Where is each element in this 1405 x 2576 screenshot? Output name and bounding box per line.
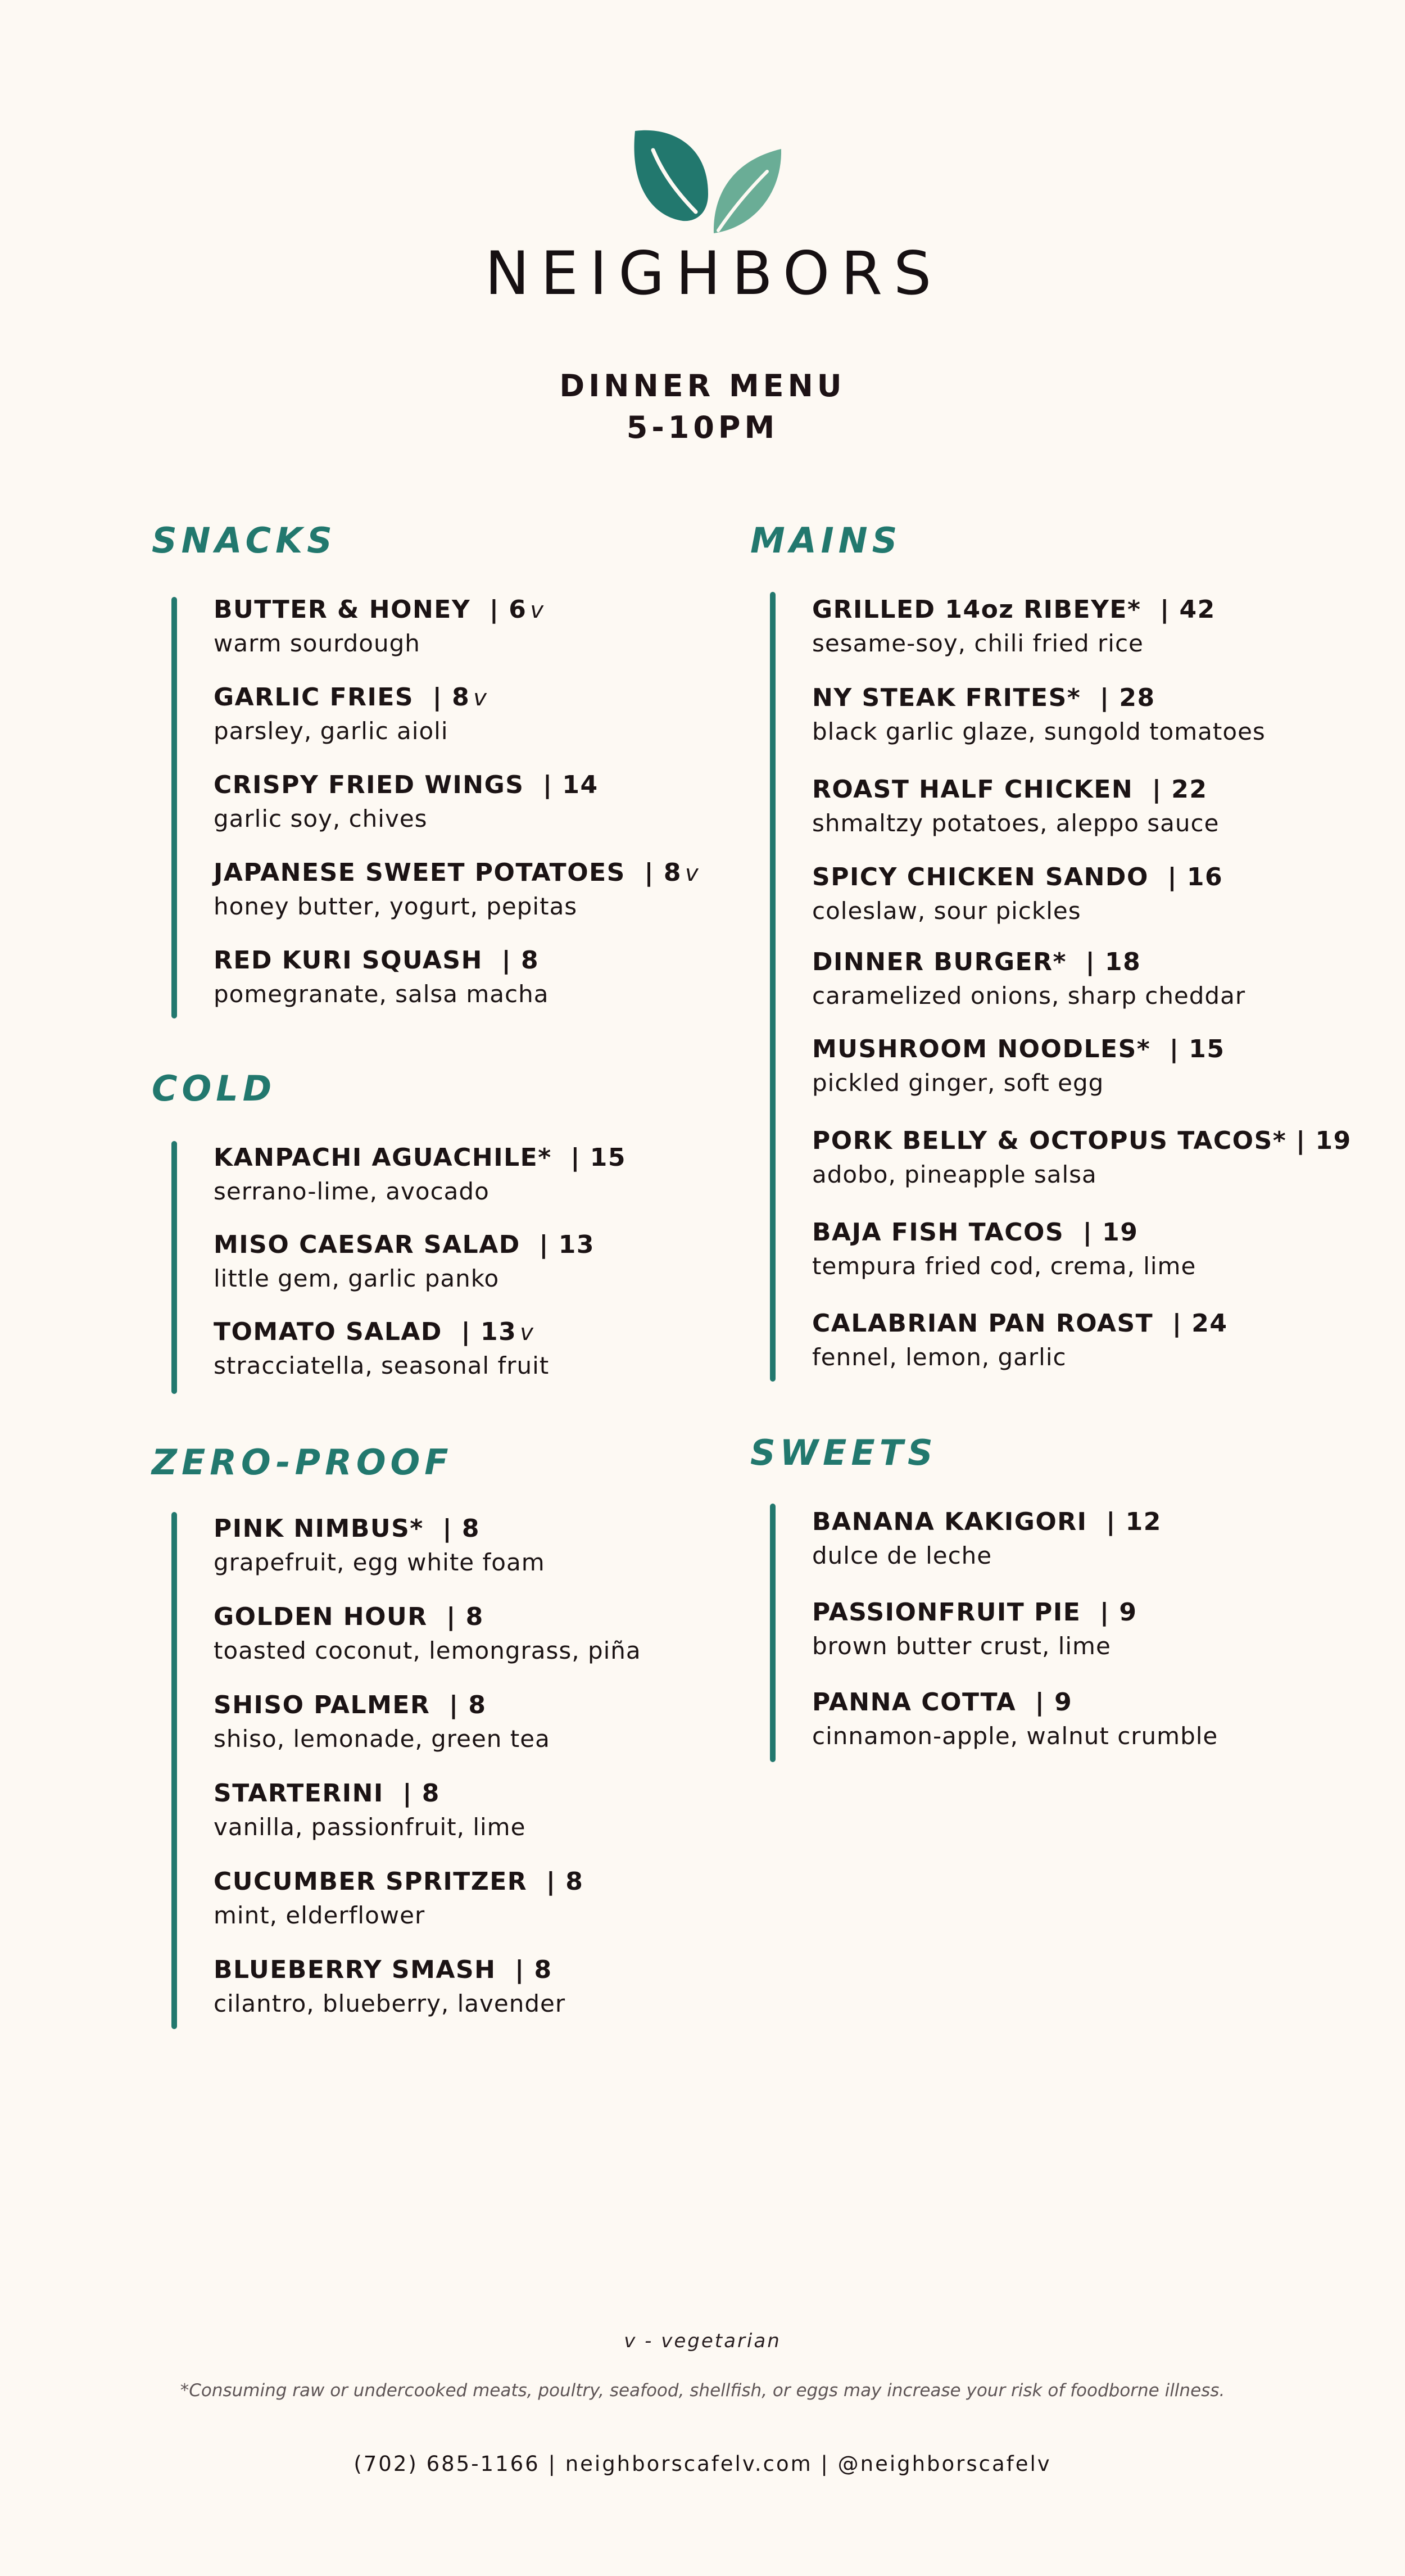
item-name: CRISPY FRIED WINGS [214, 771, 524, 799]
menu-item [214, 681, 487, 748]
section-bar [171, 597, 177, 1018]
menu-item [812, 945, 1245, 1012]
item-name: MISO CAESAR SALAD [214, 1230, 520, 1259]
item-price: | 13 [539, 1230, 595, 1259]
item-price: | 8 [448, 1691, 487, 1719]
item-description: dulce de leche [812, 1542, 992, 1569]
menu-item [812, 593, 1219, 660]
item-price: | 8 [432, 683, 470, 712]
section-title: ZERO-PROOF [152, 1442, 453, 1483]
veg-marker: v [473, 685, 488, 711]
menu-item [812, 1033, 1229, 1099]
item-description: warm sourdough [214, 630, 420, 657]
vegetarian-legend: v - vegetarian [624, 2330, 781, 2352]
menu-item [214, 944, 549, 1011]
menu-item [214, 1228, 598, 1295]
item-price: | 19 [1082, 1218, 1139, 1247]
item-name: PASSIONFRUIT PIE [812, 1598, 1081, 1627]
item-name: CALABRIAN PAN ROAST [812, 1309, 1154, 1338]
item-price: | 42 [1160, 595, 1216, 624]
item-name: BANANA KAKIGORI [812, 1507, 1087, 1536]
item-name: SHISO PALMER [214, 1691, 430, 1719]
menu-heading [0, 365, 1405, 449]
item-price: | 15 [1169, 1035, 1225, 1063]
item-price: | 8 [402, 1779, 440, 1808]
item-name: BLUEBERRY SMASH [214, 1955, 496, 1984]
item-price: | 12 [1106, 1507, 1162, 1536]
item-name: BAJA FISH TACOS [812, 1218, 1064, 1247]
item-description: fennel, lemon, garlic [812, 1343, 1067, 1371]
item-description: brown butter crust, lime [812, 1632, 1111, 1660]
item-price: | 8 [501, 946, 540, 975]
item-name: CUCUMBER SPRITZER [214, 1867, 528, 1896]
item-description: adobo, pineapple salsa [812, 1161, 1097, 1188]
item-description: black garlic glaze, sungold tomatoes [812, 718, 1266, 745]
item-name: GARLIC FRIES [214, 683, 414, 712]
item-description: tempura fried cod, crema, lime [812, 1252, 1196, 1280]
item-description: caramelized onions, sharp cheddar [812, 982, 1246, 1009]
item-name: GRILLED 14oz RIBEYE* [812, 595, 1141, 624]
item-description: cilantro, blueberry, lavender [214, 1990, 566, 2017]
item-price: | 9 [1099, 1598, 1137, 1627]
item-description: coleslaw, sour pickles [812, 897, 1081, 925]
menu-item [214, 1512, 545, 1579]
item-price: | 18 [1085, 948, 1141, 976]
veg-marker: v [530, 597, 545, 623]
item-name: PANNA COTTA [812, 1688, 1017, 1717]
menu-item [812, 1307, 1231, 1374]
item-price: | 8 [515, 1955, 552, 1984]
menu-item [812, 681, 1266, 748]
menu-item [214, 1141, 629, 1208]
menu-hours: 5-10PM [626, 410, 779, 445]
section-title: MAINS [750, 520, 902, 561]
brand-name: NEIGHBORS [484, 239, 943, 308]
menu-item [812, 773, 1219, 840]
item-price: | 24 [1172, 1309, 1228, 1338]
item-name: KANPACHI AGUACHILE* [214, 1143, 552, 1172]
item-description: shiso, lemonade, green tea [214, 1725, 550, 1753]
item-description: mint, elderflower [214, 1902, 425, 1929]
item-price: | 9 [1035, 1688, 1073, 1717]
veg-marker: v [520, 1320, 534, 1346]
item-description: little gem, garlic panko [214, 1265, 500, 1292]
item-name: NY STEAK FRITES* [812, 683, 1081, 712]
menu-item [214, 1777, 525, 1844]
menu-title: DINNER MENU [559, 368, 846, 404]
item-name: BUTTER & HONEY [214, 595, 471, 624]
item-price: | 22 [1152, 775, 1208, 804]
menu-item [812, 1124, 1355, 1191]
veg-marker: v [685, 861, 700, 886]
menu-item [812, 1505, 1165, 1572]
item-price: | 8 [442, 1514, 480, 1543]
menu-item [812, 1216, 1196, 1283]
menu-item [812, 1686, 1218, 1753]
menu-item [214, 1315, 549, 1382]
item-price: | 28 [1099, 683, 1155, 712]
item-description: vanilla, passionfruit, lime [214, 1813, 526, 1841]
item-name: STARTERINI [214, 1779, 384, 1808]
item-description: sesame-soy, chili fried rice [812, 630, 1144, 657]
item-description: stracciatella, seasonal fruit [214, 1352, 550, 1379]
item-name: MUSHROOM NOODLES* [812, 1035, 1151, 1063]
item-price: | 6 [489, 595, 527, 624]
item-description: pomegranate, salsa macha [214, 980, 549, 1008]
menu-item [214, 1865, 587, 1932]
item-name: DINNER BURGER* [812, 948, 1067, 976]
item-description: serrano-lime, avocado [214, 1178, 490, 1205]
item-price: | 13 [461, 1318, 517, 1346]
menu-item [214, 856, 699, 923]
menu-item [812, 1596, 1140, 1663]
item-price: | 15 [570, 1143, 626, 1172]
contact-info: (702) 685-1166 | neighborscafelv.com | @neighborscafelv [353, 2452, 1052, 2476]
item-description: grapefruit, egg white foam [214, 1549, 545, 1576]
food-safety-disclaimer: *Consuming raw or undercooked meats, poultry, seafood, shellfish, or eggs may increase your risk of foodborne illness. [180, 2380, 1225, 2401]
item-price: | 14 [543, 771, 599, 799]
section-bar [770, 1504, 776, 1762]
leaf-logo-icon [629, 126, 781, 239]
item-price: | 8 [446, 1602, 484, 1631]
menu-item [214, 1688, 550, 1755]
item-price: | 16 [1167, 863, 1223, 891]
item-price: | 8 [546, 1867, 584, 1896]
menu-item [214, 768, 602, 835]
item-name: SPICY CHICKEN SANDO [812, 863, 1149, 891]
item-description: cinnamon-apple, walnut crumble [812, 1722, 1218, 1750]
section-bar [171, 1141, 177, 1394]
item-name: TOMATO SALAD [214, 1318, 442, 1346]
item-name: PINK NIMBUS* [214, 1514, 424, 1543]
section-bar [171, 1512, 177, 2029]
section-title: SWEETS [750, 1432, 937, 1473]
item-description: honey butter, yogurt, pepitas [214, 893, 578, 920]
section-title: COLD [152, 1068, 277, 1109]
section-title: SNACKS [152, 520, 337, 561]
menu-item [214, 1600, 641, 1667]
item-name: JAPANESE SWEET POTATOES [214, 858, 626, 887]
item-description: shmaltzy potatoes, aleppo sauce [812, 809, 1220, 837]
menu-item [812, 861, 1226, 927]
item-description: parsley, garlic aioli [214, 717, 448, 745]
item-price: | 19 [1296, 1126, 1352, 1155]
item-name: ROAST HALF CHICKEN [812, 775, 1134, 804]
section-bar [770, 592, 776, 1382]
item-name: RED KURI SQUASH [214, 946, 483, 975]
item-description: pickled ginger, soft egg [812, 1069, 1104, 1097]
menu-item [214, 593, 545, 660]
item-name: PORK BELLY & OCTOPUS TACOS* [812, 1126, 1287, 1155]
item-price: | 8 [644, 858, 682, 887]
item-description: toasted coconut, lemongrass, piña [214, 1637, 641, 1664]
item-description: garlic soy, chives [214, 805, 428, 832]
item-name: GOLDEN HOUR [214, 1602, 428, 1631]
menu-item [214, 1953, 565, 2020]
